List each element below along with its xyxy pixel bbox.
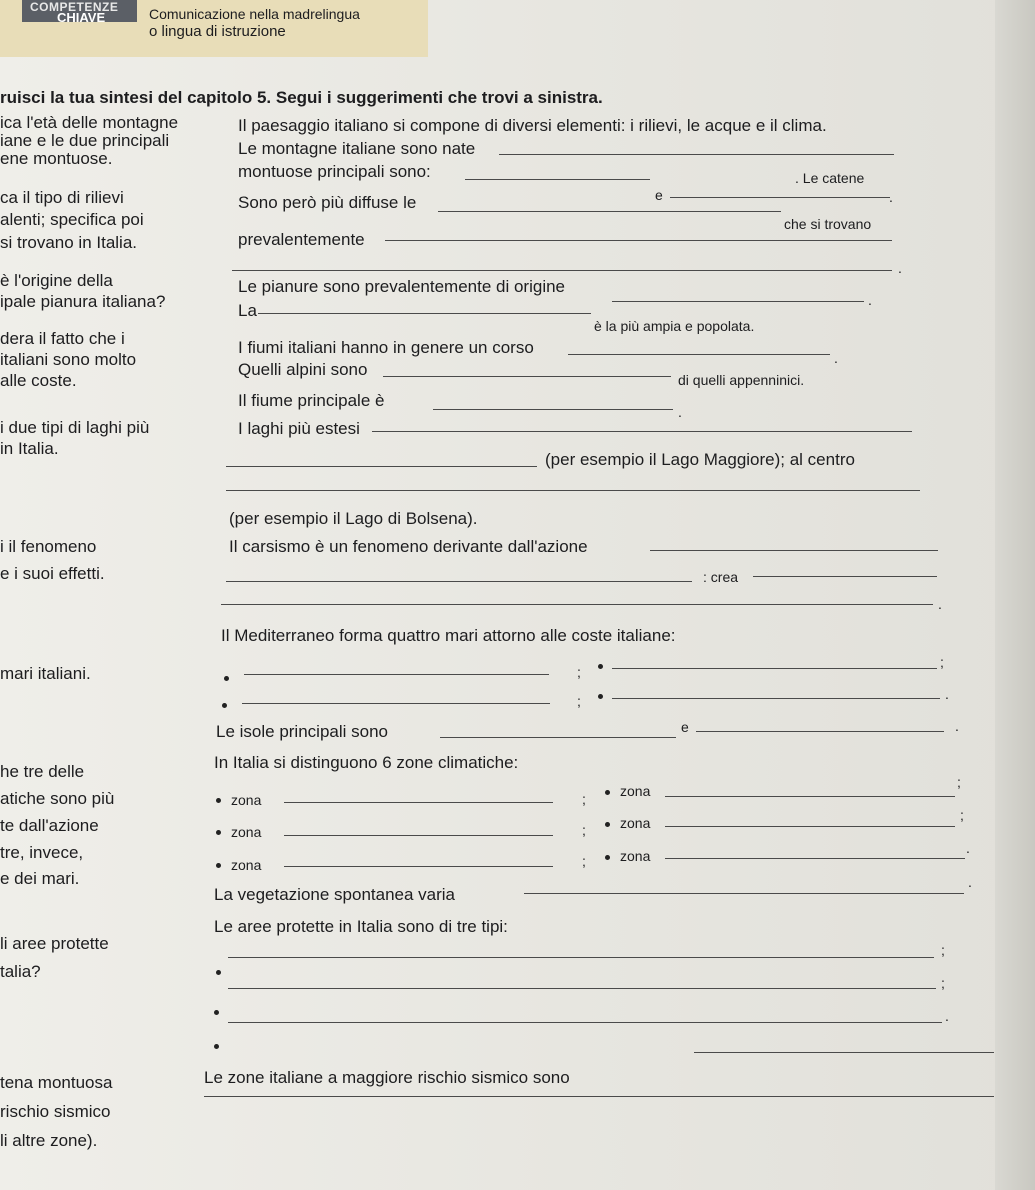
hint-lakes-1: i due tipi di laghi più [0, 418, 150, 437]
blank-main-river[interactable] [433, 409, 673, 410]
lakes-text-b: (per esempio il Lago Maggiore); al centro [545, 450, 855, 469]
hint-climate-5: e dei mari. [0, 869, 80, 888]
blank-central-lakes[interactable] [226, 490, 920, 491]
blank-relief-location[interactable] [385, 240, 892, 241]
blank-protected-1[interactable] [228, 957, 934, 958]
blank-karst-effect-2[interactable] [753, 576, 937, 577]
hint-protected-2: talia? [0, 962, 41, 981]
badge-bottom-text: CHIAVE [57, 10, 106, 25]
bullet-zone-5 [216, 863, 221, 868]
bullet-sea-1 [224, 676, 229, 681]
hint-rivers-1: dera il fatto che i [0, 329, 125, 348]
mountains-text-period: . [889, 189, 893, 205]
climate-sep-2: ; [957, 774, 961, 790]
seismic-text: Le zone italiane a maggiore rischio sismico sono [204, 1068, 570, 1087]
relief-text-c: prevalentemente [238, 230, 365, 249]
blank-alpine-rivers[interactable] [383, 376, 671, 377]
bullet-sea-4 [598, 694, 603, 699]
protected-sep-2: ; [941, 975, 945, 991]
blank-zone-5[interactable] [284, 866, 553, 867]
header-title-line2: o lingua di istruzione [149, 23, 286, 40]
hint-relief-3: si trovano in Italia. [0, 233, 138, 252]
hint-relief-2: alenti; specifica poi [0, 210, 144, 229]
karst-text-b: : crea [703, 569, 739, 585]
blank-zone-3[interactable] [284, 835, 553, 836]
seas-sep-3: ; [577, 693, 581, 709]
hint-karst-1: i il fenomeno [0, 537, 97, 556]
vegetation-text: La vegetazione spontanea varia [214, 885, 456, 904]
mountains-text-b: . Le catene [795, 170, 865, 186]
hint-seismic-3: li altre zone). [0, 1131, 98, 1150]
blank-mountains-origin[interactable] [499, 154, 894, 155]
bullet-sea-2 [598, 664, 603, 669]
rivers-text-d: di quelli appenninici. [678, 372, 805, 388]
climate-sep-1: ; [582, 791, 586, 807]
blank-island-2[interactable] [696, 731, 944, 732]
blank-relief-type[interactable] [438, 211, 781, 212]
seas-sep-4: . [945, 686, 949, 702]
blank-island-1[interactable] [440, 737, 676, 738]
relief-text-a: Sono però più diffuse le [238, 193, 417, 212]
climate-sep-5: ; [582, 853, 586, 869]
blank-protected-2[interactable] [228, 988, 936, 989]
bullet-zone-3 [216, 830, 221, 835]
hint-climate-1: he tre delle [0, 762, 85, 781]
plains-text-la: La [238, 301, 257, 320]
karst-text-a: Il carsismo è un fenomeno derivante dall'azione [229, 537, 588, 556]
relief-text-period: . [898, 260, 902, 276]
blank-zone-6[interactable] [665, 858, 965, 859]
islands-text-period: . [955, 718, 959, 734]
hint-rivers-2: italiani sono molto [0, 350, 137, 369]
blank-zone-1[interactable] [284, 802, 553, 803]
seas-sep-2: ; [940, 654, 944, 670]
rivers-text-e: Il fiume principale è [238, 391, 385, 410]
hint-relief-1: ca il tipo di rilievi [0, 188, 124, 207]
climate-sep-4: ; [960, 807, 964, 823]
mountains-text-and: e [655, 187, 663, 203]
hint-mountains-3: ene montuose. [0, 149, 113, 168]
seas-sep-1: ; [577, 664, 581, 680]
vegetation-period: . [968, 874, 972, 890]
climate-sep-6: . [966, 840, 970, 856]
hint-seas: mari italiani. [0, 664, 91, 683]
mountains-text-c: montuose principali sono: [238, 162, 431, 181]
hint-rivers-3: alle coste. [0, 371, 77, 390]
hint-plain-2: ipale pianura italiana? [0, 292, 166, 311]
bullet-zone-2 [605, 790, 610, 795]
blank-zone-2[interactable] [665, 796, 955, 797]
bullet-zone-6 [605, 855, 610, 860]
lakes-text-c: (per esempio il Lago di Bolsena). [229, 509, 478, 528]
blank-sea-1[interactable] [244, 674, 549, 675]
blank-karst-effect-3[interactable] [221, 604, 933, 605]
blank-seismic-2[interactable] [204, 1096, 994, 1097]
header-title-line1: Comunicazione nella madrelingua [149, 6, 360, 22]
hint-climate-4: tre, invece, [0, 843, 84, 862]
zone-label-6: zona [620, 848, 651, 864]
climate-sep-3: ; [582, 822, 586, 838]
plains-text-b: è la più ampia e popolata. [594, 318, 755, 334]
hint-lakes-2: in Italia. [0, 439, 59, 458]
islands-text-and: e [681, 719, 689, 735]
blank-river-course[interactable] [568, 354, 830, 355]
blank-northern-lakes[interactable] [226, 466, 537, 467]
blank-vegetation[interactable] [524, 893, 964, 894]
blank-largest-lakes[interactable] [372, 431, 912, 432]
zone-label-5: zona [231, 857, 262, 873]
zone-label-3: zona [231, 824, 262, 840]
seas-intro: Il Mediterraneo forma quattro mari attorno alle coste italiane: [221, 626, 676, 645]
bullet-protected-2 [214, 1010, 219, 1015]
blank-karst-agent[interactable] [650, 550, 938, 551]
protected-sep-3: . [945, 1008, 949, 1024]
bullet-protected-3 [214, 1044, 219, 1049]
climate-intro: In Italia si distinguono 6 zone climatiche: [214, 753, 519, 772]
intro-sentence: Il paesaggio italiano si compone di diversi elementi: i rilievi, le acque e il clima. [238, 116, 827, 135]
bullet-zone-4 [605, 822, 610, 827]
hint-plain-1: è l'origine della [0, 271, 113, 290]
bullet-sea-3 [222, 703, 227, 708]
hint-mountains-2: iane e le due principali [0, 131, 170, 150]
mountains-text-a: Le montagne italiane sono nate [238, 139, 476, 158]
blank-main-plain[interactable] [258, 313, 591, 314]
zone-label-4: zona [620, 815, 651, 831]
blank-main-chain-1[interactable] [465, 179, 650, 180]
rivers-text-period-1: . [834, 350, 838, 366]
zone-label-1: zona [231, 792, 262, 808]
blank-sea-2[interactable] [612, 668, 937, 669]
blank-zone-4[interactable] [665, 826, 955, 827]
lakes-text-a: I laghi più estesi [238, 419, 360, 438]
bullet-zone-1 [216, 798, 221, 803]
blank-relief-location-cont[interactable] [232, 270, 892, 271]
page-edge-shadow [995, 0, 1035, 1190]
karst-text-period: . [938, 596, 942, 612]
hint-mountains-1: ica l'età delle montagne [0, 113, 179, 132]
plains-text-period: . [868, 292, 872, 308]
islands-text-a: Le isole principali sono [216, 722, 388, 741]
blank-sea-3[interactable] [242, 703, 550, 704]
zone-label-2: zona [620, 783, 651, 799]
hint-protected-1: li aree protette [0, 934, 109, 953]
blank-protected-3[interactable] [228, 1022, 942, 1023]
blank-karst-effect-1[interactable] [226, 581, 692, 582]
relief-text-b: che si trovano [784, 216, 872, 232]
hint-seismic-1: tena montuosa [0, 1073, 113, 1092]
badge-top-text: COMPETENZE [30, 0, 119, 14]
blank-main-chain-2[interactable] [670, 197, 890, 198]
blank-plains-origin[interactable] [612, 301, 864, 302]
hint-karst-2: e i suoi effetti. [0, 564, 105, 583]
hint-seismic-2: rischio sismico [0, 1102, 111, 1121]
blank-sea-4[interactable] [612, 698, 940, 699]
hint-climate-2: atiche sono più [0, 789, 115, 808]
rivers-text-period-2: . [678, 404, 682, 420]
rivers-text-a: I fiumi italiani hanno in genere un corso [238, 338, 534, 357]
bullet-protected-1 [216, 970, 221, 975]
hint-climate-3: te dall'azione [0, 816, 99, 835]
plains-text-a: Le pianure sono prevalentemente di origine [238, 277, 566, 296]
protected-sep-1: ; [941, 942, 945, 958]
protected-intro: Le aree protette in Italia sono di tre tipi: [214, 917, 508, 936]
instruction-heading: ruisci la tua sintesi del capitolo 5. Segui i suggerimenti che trovi a sinistra. [0, 88, 603, 107]
rivers-text-c: Quelli alpini sono [238, 360, 368, 379]
blank-seismic-1[interactable] [694, 1052, 994, 1053]
